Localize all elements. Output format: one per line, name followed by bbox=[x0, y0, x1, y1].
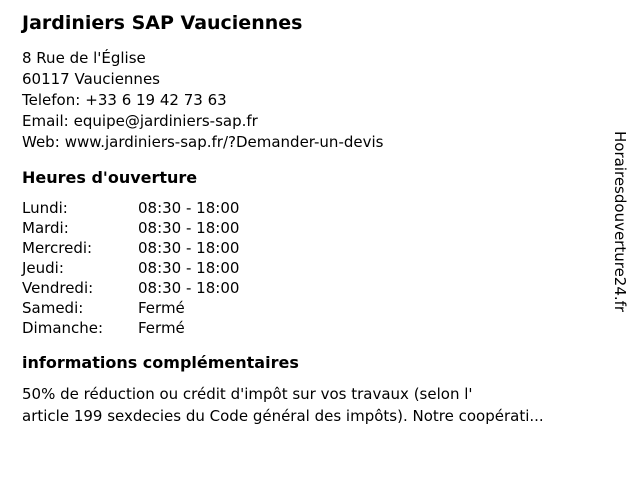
hours-row-thursday bbox=[22, 258, 640, 278]
phone-value: +33 6 19 42 73 63 bbox=[85, 91, 227, 109]
day-label: Mardi: bbox=[22, 219, 69, 237]
opening-hours-heading: Heures d'ouverture bbox=[22, 168, 198, 187]
day-label: Lundi: bbox=[22, 199, 68, 217]
day-label: Mercredi: bbox=[22, 239, 93, 257]
additional-info-line-1: 50% de réduction ou crédit d'impôt sur vos travaux (selon l' bbox=[22, 385, 473, 403]
additional-info-text bbox=[22, 383, 640, 427]
hours-row-monday bbox=[22, 198, 640, 218]
web-line bbox=[22, 132, 640, 153]
email-value: equipe@jardiniers-sap.fr bbox=[73, 112, 258, 130]
phone-label: Telefon: bbox=[22, 91, 81, 109]
additional-info-line-2: article 199 sexdecies du Code général des impôts). Notre coopérati... bbox=[22, 407, 544, 425]
time-value: Fermé bbox=[138, 319, 185, 337]
day-label: Dimanche: bbox=[22, 319, 104, 337]
time-value: 08:30 - 18:00 bbox=[138, 259, 240, 277]
email-line bbox=[22, 111, 640, 132]
time-value: Fermé bbox=[138, 299, 185, 317]
time-value: 08:30 - 18:00 bbox=[138, 199, 240, 217]
hours-row-sunday bbox=[22, 318, 640, 338]
opening-hours-table bbox=[22, 198, 640, 338]
web-value: www.jardiniers-sap.fr/?Demander-un-devis bbox=[64, 133, 384, 151]
site-watermark: Horairesdouverture24.fr bbox=[611, 131, 629, 313]
page-title: Jardiniers SAP Vauciennes bbox=[22, 12, 303, 34]
day-label: Samedi: bbox=[22, 299, 84, 317]
additional-info-heading: informations complémentaires bbox=[22, 353, 299, 372]
hours-row-saturday bbox=[22, 298, 640, 318]
contact-info bbox=[22, 48, 640, 153]
email-label: Email: bbox=[22, 112, 69, 130]
address-line-1: 8 Rue de l'Église bbox=[22, 49, 146, 67]
address-line-2: 60117 Vauciennes bbox=[22, 70, 160, 88]
time-value: 08:30 - 18:00 bbox=[138, 239, 240, 257]
day-label: Vendredi: bbox=[22, 279, 94, 297]
web-label: Web: bbox=[22, 133, 60, 151]
hours-row-wednesday bbox=[22, 238, 640, 258]
time-value: 08:30 - 18:00 bbox=[138, 279, 240, 297]
hours-row-tuesday bbox=[22, 218, 640, 238]
day-label: Jeudi: bbox=[22, 259, 64, 277]
time-value: 08:30 - 18:00 bbox=[138, 219, 240, 237]
hours-row-friday bbox=[22, 278, 640, 298]
phone-line bbox=[22, 90, 640, 111]
